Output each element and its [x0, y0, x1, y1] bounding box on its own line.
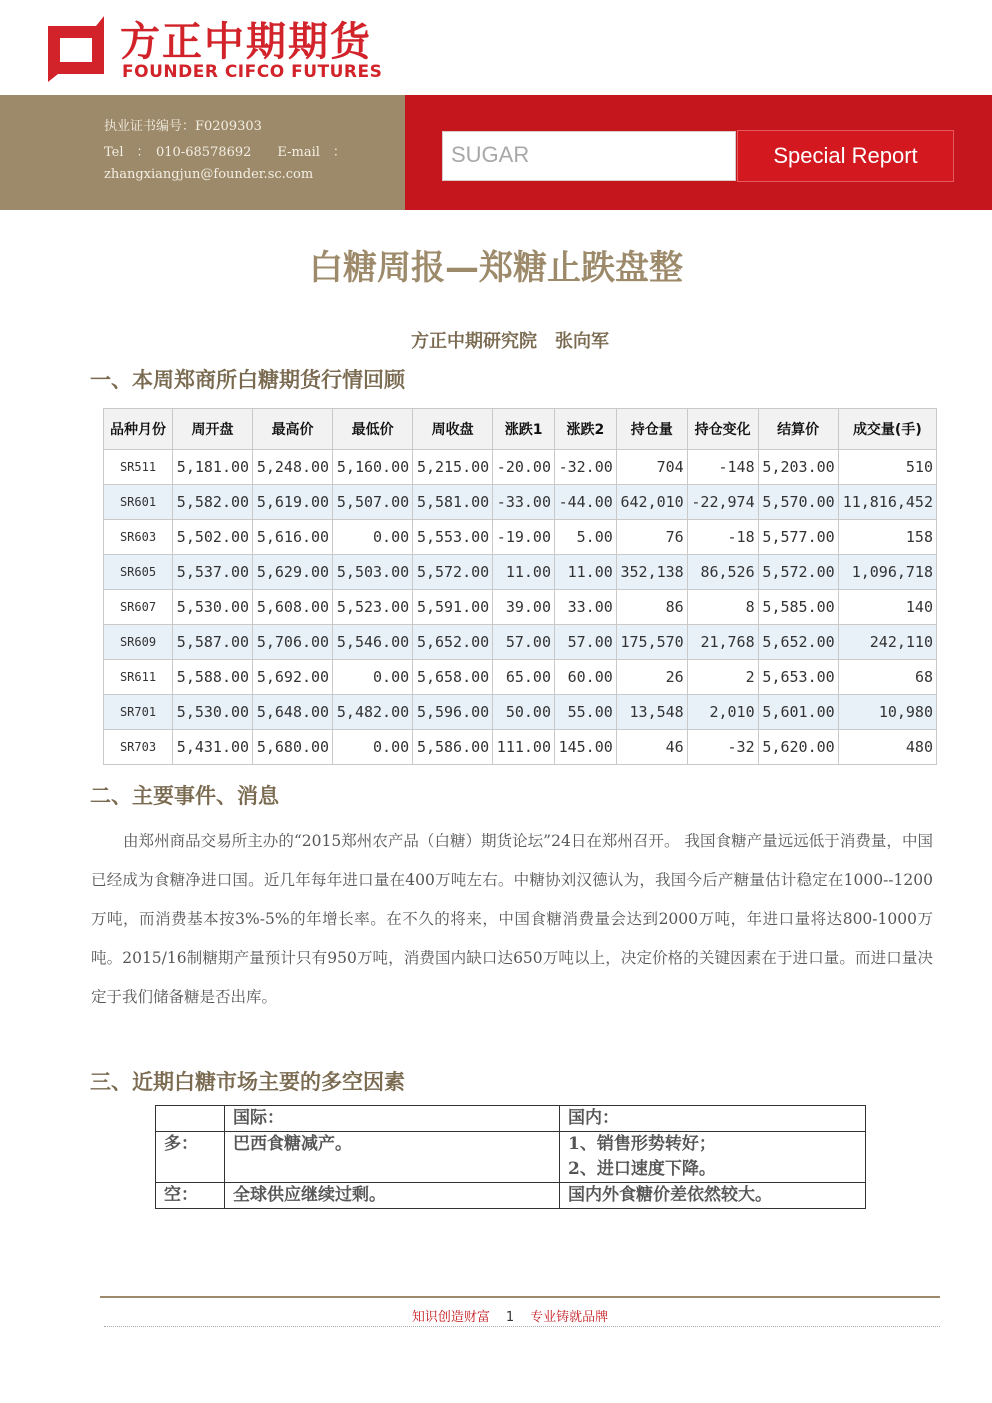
table-cell: 5,652.00: [413, 625, 493, 660]
table-cell: 5,653.00: [758, 660, 838, 695]
table-cell: 5,692.00: [253, 660, 333, 695]
footer-right-slogan: 专业铸就品牌: [530, 1310, 609, 1325]
table-cell: 2: [687, 660, 758, 695]
table-cell: 5,582.00: [173, 485, 253, 520]
page-number: 1: [505, 1310, 515, 1325]
table-cell: 175,570: [616, 625, 687, 660]
table-header-cell: 持仓变化: [687, 409, 758, 450]
table-cell: -32: [687, 730, 758, 765]
table-cell: 5,596.00: [413, 695, 493, 730]
table-cell: 5,616.00: [253, 520, 333, 555]
table-cell: 76: [616, 520, 687, 555]
table-cell: 5,648.00: [253, 695, 333, 730]
product-label-box: [442, 131, 736, 181]
table-header-cell: 成交量(手): [838, 409, 936, 450]
logo-mark-icon: [40, 12, 110, 82]
table-cell: 5,537.00: [173, 555, 253, 590]
table-cell: -32.00: [554, 450, 616, 485]
table-cell: 242,110: [838, 625, 936, 660]
factor-col-domestic: 国内：: [560, 1106, 866, 1132]
table-header-cell: 持仓量: [616, 409, 687, 450]
table-cell: 5,553.00: [413, 520, 493, 555]
page-footer: [0, 1306, 992, 1325]
contract-symbol-cell: SR607: [104, 590, 173, 625]
table-cell: 26: [616, 660, 687, 695]
license-number: 执业证书编号：F0209303: [104, 119, 262, 134]
factor-row-short: [156, 1183, 866, 1209]
table-cell: 8: [687, 590, 758, 625]
table-row: [104, 450, 937, 485]
table-cell: 5.00: [554, 520, 616, 555]
table-cell: 60.00: [554, 660, 616, 695]
table-cell: 86,526: [687, 555, 758, 590]
table-cell: 5,585.00: [758, 590, 838, 625]
product-label: SUGAR: [451, 142, 530, 167]
table-cell: 5,619.00: [253, 485, 333, 520]
table-cell: 5,507.00: [333, 485, 413, 520]
table-cell: 5,546.00: [333, 625, 413, 660]
table-cell: 5,570.00: [758, 485, 838, 520]
table-cell: 0.00: [333, 660, 413, 695]
table-header-cell: 品种月份: [104, 409, 173, 450]
section-heading-3: 三、近期白糖市场主要的多空因素: [90, 1070, 405, 1094]
table-cell: 5,658.00: [413, 660, 493, 695]
market-table: [103, 408, 937, 765]
table-cell: 0.00: [333, 520, 413, 555]
table-row: [104, 485, 937, 520]
table-cell: 86: [616, 590, 687, 625]
logo-english-name: FOUNDER CIFCO FUTURES: [122, 62, 383, 82]
report-type-box: [737, 130, 954, 182]
table-header-cell: 周收盘: [413, 409, 493, 450]
table-cell: 5,680.00: [253, 730, 333, 765]
table-cell: 33.00: [554, 590, 616, 625]
table-cell: 50.00: [493, 695, 555, 730]
table-cell: 111.00: [493, 730, 555, 765]
table-cell: 0.00: [333, 730, 413, 765]
table-cell: 5,620.00: [758, 730, 838, 765]
table-row: [104, 730, 937, 765]
footer-left-slogan: 知识创造财富: [411, 1310, 490, 1325]
footer-rule: [100, 1296, 940, 1298]
table-cell: 5,652.00: [758, 625, 838, 660]
table-cell: 13,548: [616, 695, 687, 730]
factor-long-international: 巴西食糖减产。: [225, 1132, 560, 1183]
table-cell: -18: [687, 520, 758, 555]
email-address: zhangxiangjun@founder.sc.com: [104, 167, 314, 182]
table-cell: 5,248.00: [253, 450, 333, 485]
table-header-cell: 涨跌2: [554, 409, 616, 450]
table-cell: 68: [838, 660, 936, 695]
contract-symbol-cell: SR511: [104, 450, 173, 485]
table-cell: 5,502.00: [173, 520, 253, 555]
table-cell: 510: [838, 450, 936, 485]
table-header-cell: 最高价: [253, 409, 333, 450]
table-cell: 5,503.00: [333, 555, 413, 590]
footer-dotted-rule: [104, 1326, 940, 1327]
table-header-cell: 涨跌1: [493, 409, 555, 450]
factor-row-long: [156, 1132, 866, 1183]
contract-symbol-cell: SR601: [104, 485, 173, 520]
author-line: 方正中期研究院 张向军: [411, 331, 609, 352]
table-cell: 46: [616, 730, 687, 765]
table-cell: 158: [838, 520, 936, 555]
factor-long-domestic-item: 1、销售形势转好；: [568, 1134, 716, 1154]
table-row: [104, 625, 937, 660]
table-cell: -148: [687, 450, 758, 485]
page-title: 白糖周报—郑糖止跌盘整: [309, 248, 683, 288]
logo-chinese-name: 方正中期期货: [120, 19, 372, 65]
table-cell: -44.00: [554, 485, 616, 520]
table-cell: 5,572.00: [413, 555, 493, 590]
section-heading-2: 二、主要事件、消息: [90, 784, 279, 808]
table-cell: 57.00: [493, 625, 555, 660]
factor-long-domestic-item: 2、进口速度下降。: [568, 1159, 716, 1179]
contract-symbol-cell: SR603: [104, 520, 173, 555]
table-cell: 5,431.00: [173, 730, 253, 765]
table-cell: 5,523.00: [333, 590, 413, 625]
table-cell: 57.00: [554, 625, 616, 660]
table-cell: 5,160.00: [333, 450, 413, 485]
table-cell: 5,706.00: [253, 625, 333, 660]
company-logo: [40, 8, 400, 88]
table-cell: -19.00: [493, 520, 555, 555]
report-type-label: Special Report: [773, 143, 918, 168]
table-cell: 5,530.00: [173, 695, 253, 730]
table-row: [104, 660, 937, 695]
table-cell: 704: [616, 450, 687, 485]
contract-symbol-cell: SR611: [104, 660, 173, 695]
table-cell: -33.00: [493, 485, 555, 520]
factor-col-international: 国际：: [225, 1106, 560, 1132]
telephone-line: Tel ： 010-68578692 E-mail ：: [104, 145, 346, 160]
table-cell: 5,629.00: [253, 555, 333, 590]
table-cell: 5,601.00: [758, 695, 838, 730]
contract-symbol-cell: SR609: [104, 625, 173, 660]
contract-symbol-cell: SR605: [104, 555, 173, 590]
table-row: [104, 520, 937, 555]
table-row: [104, 590, 937, 625]
table-cell: 10,980: [838, 695, 936, 730]
table-cell: 5,591.00: [413, 590, 493, 625]
factor-label-short: 空：: [156, 1183, 225, 1209]
table-header-cell: 结算价: [758, 409, 838, 450]
table-cell: 642,010: [616, 485, 687, 520]
factor-table: [155, 1105, 866, 1209]
news-paragraph: 由郑州商品交易所主办的“2015郑州农产品（白糖）期货论坛”24日在郑州召开。 我国食糖产量远远低于消费量，中国已经成为食糖净进口国。近几年每年进口量在400万吨左右。中糖协刘汉德认为，我国今后产糖量估计稳定在1000--1200万吨，而消费基本按3%-5%的年增长率。在不久的将来，中国食糖消费量会达到2000万吨，年进口量将达800-1000万吨。2015/16制糖期产量预计只有950万吨，消费国内缺口达650万吨以上，决定价格的关键因素在于进口量。而进口量决定于我们储备糖是否出库。: [91, 832, 933, 1006]
table-cell: -22,974: [687, 485, 758, 520]
table-cell: 5,586.00: [413, 730, 493, 765]
factor-long-domestic: [560, 1132, 866, 1183]
table-cell: 5,572.00: [758, 555, 838, 590]
table-cell: 11.00: [554, 555, 616, 590]
table-cell: 5,215.00: [413, 450, 493, 485]
table-cell: 11.00: [493, 555, 555, 590]
table-cell: 5,581.00: [413, 485, 493, 520]
table-header-cell: 最低价: [333, 409, 413, 450]
table-cell: 145.00: [554, 730, 616, 765]
table-row: [104, 695, 937, 730]
table-cell: 2,010: [687, 695, 758, 730]
table-cell: 5,577.00: [758, 520, 838, 555]
table-cell: 65.00: [493, 660, 555, 695]
factor-short-domestic: 国内外食糖价差依然较大。: [560, 1183, 866, 1209]
table-cell: 5,181.00: [173, 450, 253, 485]
table-cell: 11,816,452: [838, 485, 936, 520]
factor-label-long: 多：: [156, 1132, 225, 1183]
table-header-cell: 周开盘: [173, 409, 253, 450]
table-cell: -20.00: [493, 450, 555, 485]
contract-symbol-cell: SR703: [104, 730, 173, 765]
table-cell: 480: [838, 730, 936, 765]
table-cell: 5,608.00: [253, 590, 333, 625]
section-heading-1: 一、本周郑商所白糖期货行情回顾: [90, 368, 405, 392]
factor-corner-cell: [156, 1106, 225, 1132]
table-cell: 140: [838, 590, 936, 625]
table-cell: 55.00: [554, 695, 616, 730]
contract-symbol-cell: SR701: [104, 695, 173, 730]
table-header-row: [104, 409, 937, 450]
table-cell: 21,768: [687, 625, 758, 660]
table-row: [104, 555, 937, 590]
factor-short-international: 全球供应继续过剩。: [225, 1183, 560, 1209]
table-cell: 39.00: [493, 590, 555, 625]
table-cell: 5,588.00: [173, 660, 253, 695]
table-cell: 352,138: [616, 555, 687, 590]
table-cell: 5,530.00: [173, 590, 253, 625]
table-cell: 5,203.00: [758, 450, 838, 485]
factor-header-row: [156, 1106, 866, 1132]
table-cell: 1,096,718: [838, 555, 936, 590]
table-cell: 5,482.00: [333, 695, 413, 730]
table-cell: 5,587.00: [173, 625, 253, 660]
